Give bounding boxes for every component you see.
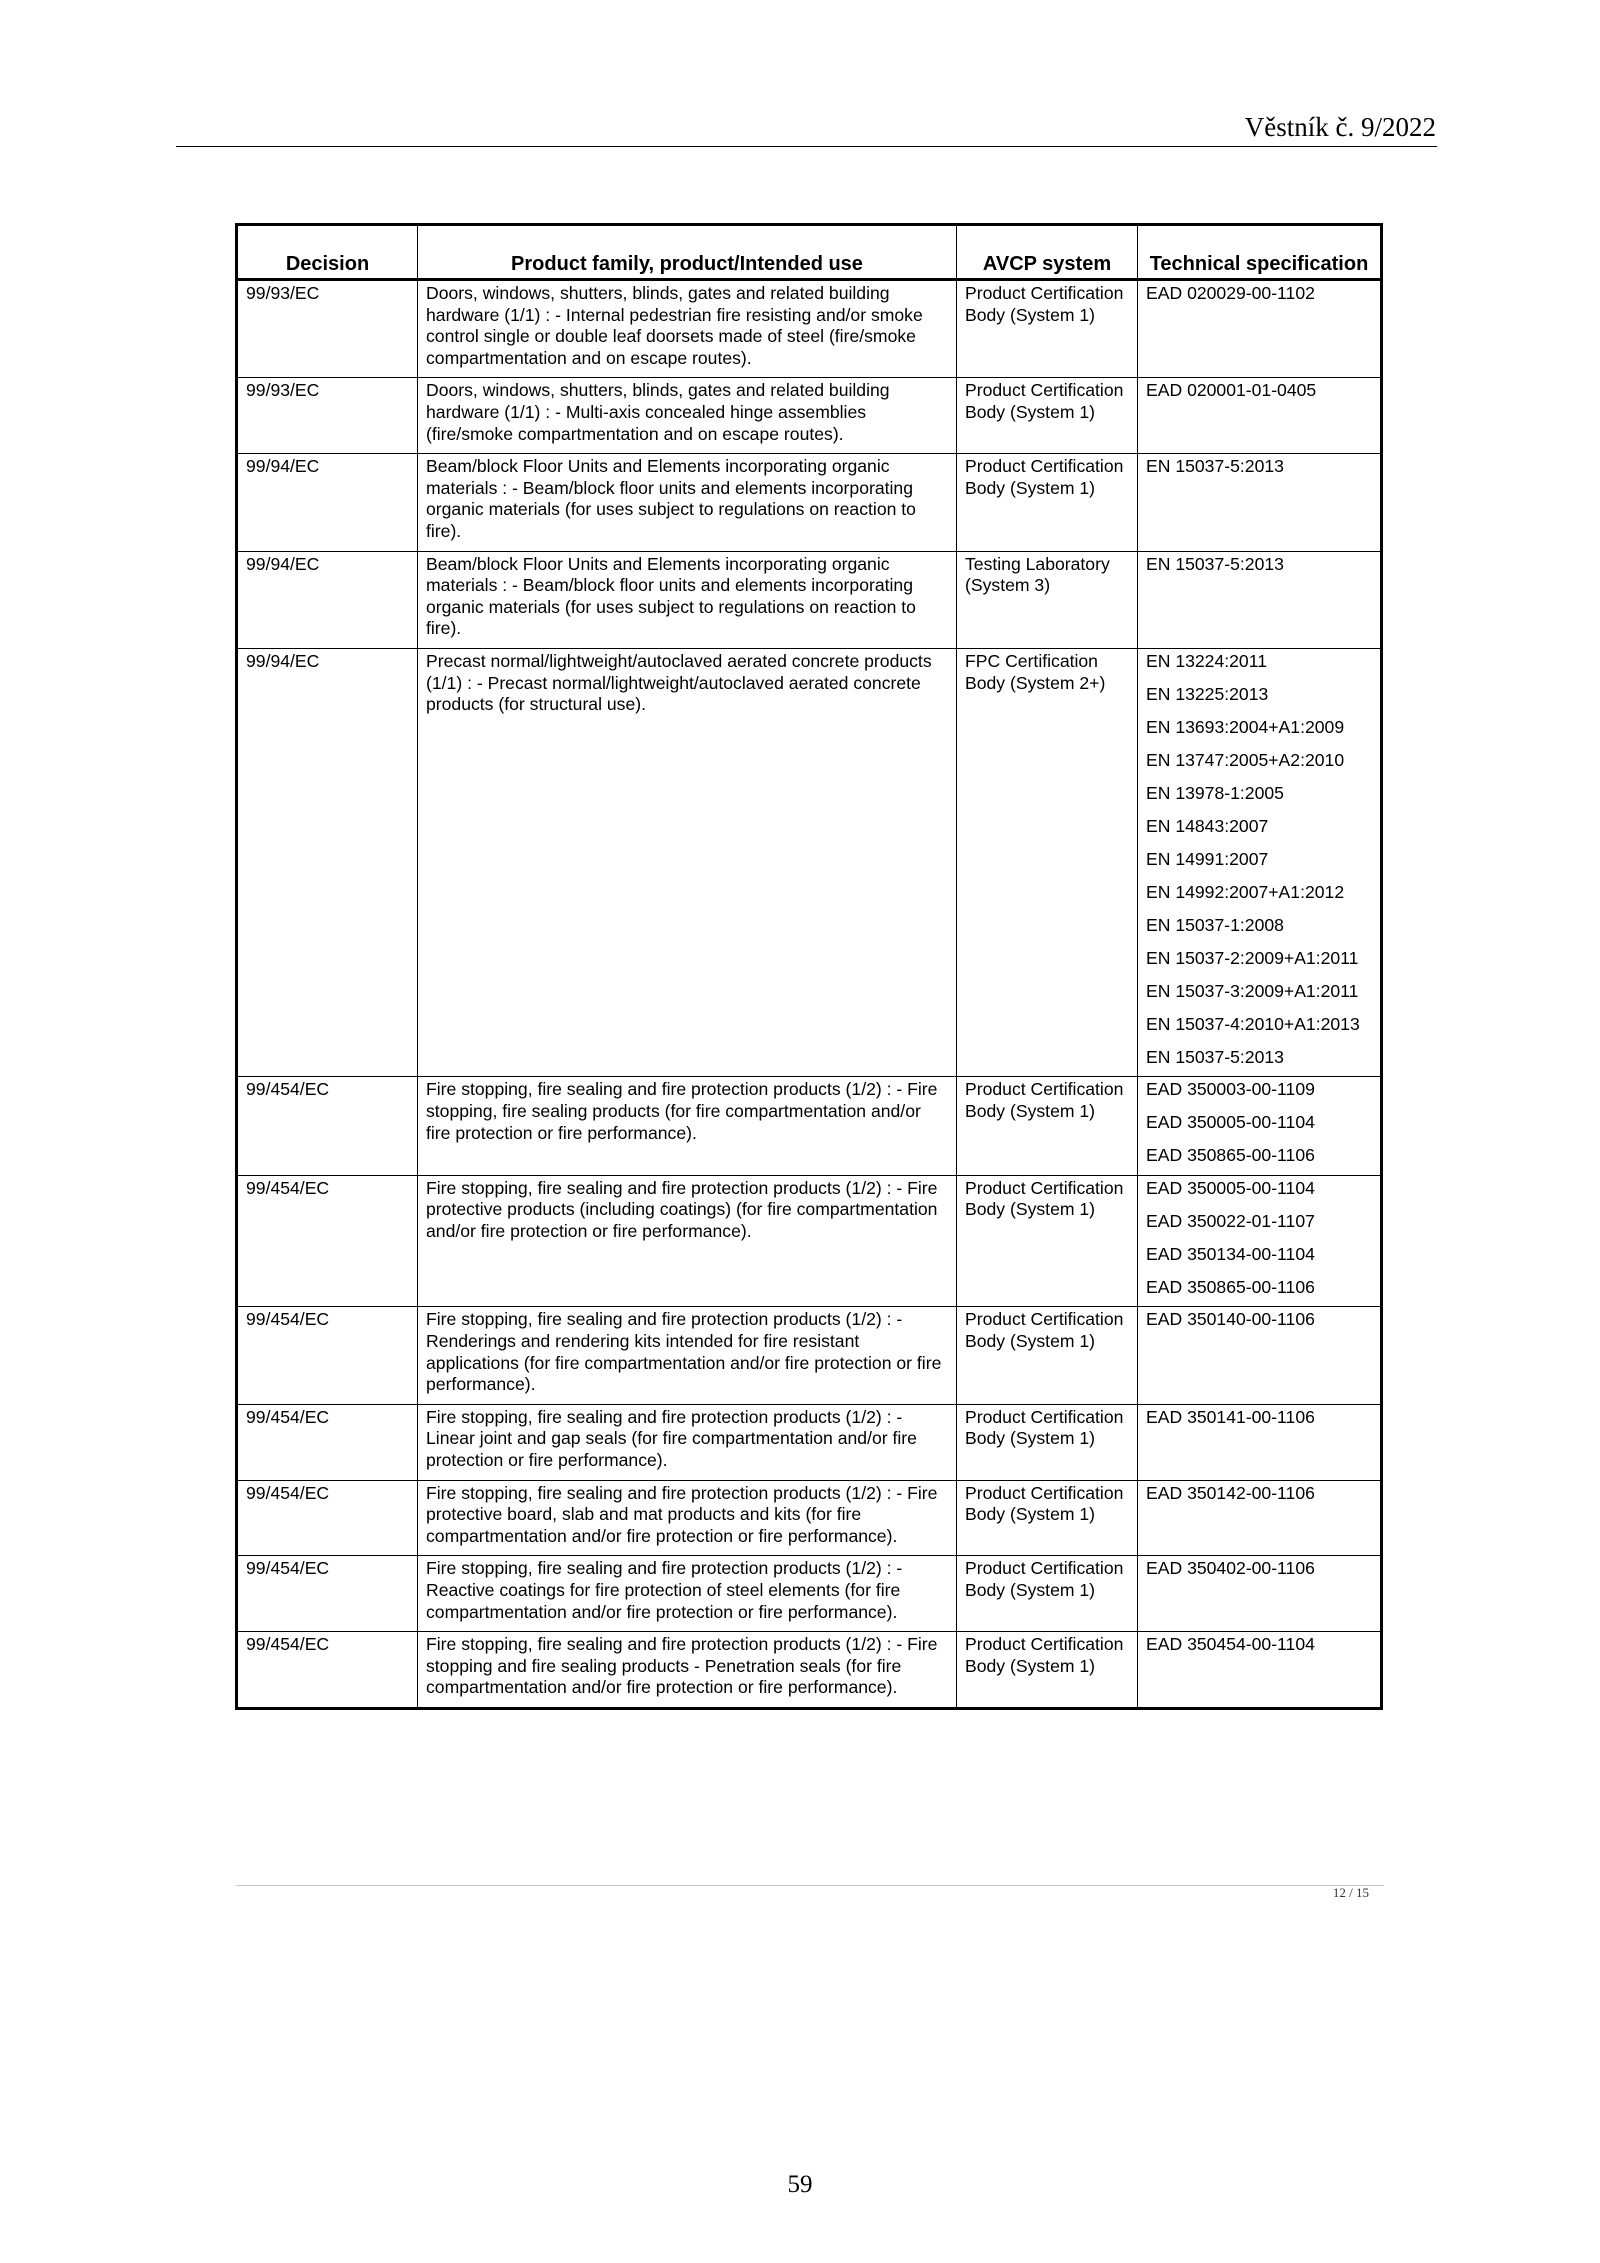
- specification-item: EN 15037-3:2009+A1:2011: [1146, 980, 1359, 1001]
- specification-item: EAD 350865-00-1106: [1146, 1145, 1315, 1166]
- product-family-cell: Fire stopping, fire sealing and fire protection products (1/2) : - Fire stopping, fire sealing products (for fire compartmentation and/or fire protection or fire performance).: [418, 1077, 957, 1176]
- table-row: [237, 280, 1382, 378]
- technical-specification-cell: [1138, 1556, 1382, 1632]
- specification-item: EN 13224:2011: [1146, 650, 1267, 671]
- product-family-cell: Doors, windows, shutters, blinds, gates and related building hardware (1/1) : - Multi-axis concealed hinge assemblies (fire/smoke compartmentation and on escape routes).: [418, 378, 957, 454]
- specification-item: EN 13225:2013: [1146, 683, 1269, 704]
- product-family-cell: Fire stopping, fire sealing and fire protection products (1/2) : - Fire protective products (including coatings) (for fire compartmentation and/or fire protection or fire performance).: [418, 1175, 957, 1307]
- specification-item: EAD 350402-00-1106: [1146, 1558, 1315, 1579]
- specification-item: EN 13747:2005+A2:2010: [1146, 749, 1345, 770]
- product-family-cell: Fire stopping, fire sealing and fire protection products (1/2) : - Renderings and rendering kits intended for fire resistant applications (for fire compartmentation and/or fire protection or fire performance).: [418, 1307, 957, 1404]
- technical-specification-cell: [1138, 1480, 1382, 1556]
- avcp-system-cell: Testing Laboratory (System 3): [957, 551, 1138, 648]
- page-number: 59: [787, 2171, 813, 2198]
- table-row: [237, 1632, 1382, 1709]
- decision-cell: 99/94/EC: [237, 454, 418, 551]
- table-row: [237, 1480, 1382, 1556]
- column-header-product-family: Product family, product/Intended use: [418, 225, 957, 280]
- decision-cell: 99/93/EC: [237, 378, 418, 454]
- technical-specification-cell: [1138, 551, 1382, 648]
- technical-specification-cell: [1138, 280, 1382, 378]
- avcp-system-cell: Product Certification Body (System 1): [957, 454, 1138, 551]
- table-row: [237, 551, 1382, 648]
- avcp-system-cell: Product Certification Body (System 1): [957, 1307, 1138, 1404]
- table-row: [237, 1404, 1382, 1480]
- column-header-avcp-system: AVCP system: [957, 225, 1138, 280]
- table-row: [237, 454, 1382, 551]
- avcp-system-cell: Product Certification Body (System 1): [957, 1632, 1138, 1709]
- decision-cell: 99/454/EC: [237, 1307, 418, 1404]
- specification-item: EN 13978-1:2005: [1146, 782, 1284, 803]
- specification-item: EAD 350003-00-1109: [1146, 1079, 1315, 1100]
- specification-item: EN 14992:2007+A1:2012: [1146, 881, 1345, 902]
- technical-specification-cell: [1138, 454, 1382, 551]
- specification-item: EN 15037-5:2013: [1146, 553, 1284, 574]
- product-family-cell: Fire stopping, fire sealing and fire protection products (1/2) : - Reactive coatings for fire protection of steel elements (for fire compartmentation and/or fire protection or fire performance).: [418, 1556, 957, 1632]
- footer-rule: [236, 1885, 1384, 1886]
- decision-cell: 99/94/EC: [237, 551, 418, 648]
- journal-title: Věstník č. 9/2022: [1244, 112, 1436, 142]
- specification-item: EAD 350022-01-1107: [1146, 1210, 1315, 1231]
- decision-cell: 99/94/EC: [237, 648, 418, 1076]
- specification-item: EN 15037-5:2013: [1146, 1046, 1284, 1067]
- product-family-cell: Fire stopping, fire sealing and fire protection products (1/2) : - Linear joint and gap seals (for fire compartmentation and/or fire protection or fire performance).: [418, 1404, 957, 1480]
- avcp-system-cell: Product Certification Body (System 1): [957, 1556, 1138, 1632]
- specification-item: EAD 020001-01-0405: [1146, 380, 1317, 401]
- decision-cell: 99/454/EC: [237, 1480, 418, 1556]
- technical-specification-cell: [1138, 1077, 1382, 1176]
- avcp-system-cell: Product Certification Body (System 1): [957, 1175, 1138, 1307]
- specification-item: EAD 350134-00-1104: [1146, 1243, 1315, 1264]
- product-family-cell: Precast normal/lightweight/autoclaved aerated concrete products (1/1) : - Precast normal/lightweight/autoclaved aerated concrete products (for structural use).: [418, 648, 957, 1076]
- table-row: [237, 1175, 1382, 1307]
- product-family-cell: Beam/block Floor Units and Elements incorporating organic materials : - Beam/block floor units and elements incorporating organic materials (for uses subject to regulations on reaction to fire).: [418, 551, 957, 648]
- table-row: [237, 378, 1382, 454]
- specification-item: EN 13693:2004+A1:2009: [1146, 716, 1345, 737]
- decision-cell: 99/454/EC: [237, 1556, 418, 1632]
- decision-cell: 99/454/EC: [237, 1077, 418, 1176]
- specification-item: EAD 020029-00-1102: [1146, 283, 1315, 303]
- page-indicator: 12 / 15: [1332, 1885, 1369, 1900]
- specification-item: EAD 350141-00-1106: [1146, 1406, 1315, 1427]
- table-row: [237, 1556, 1382, 1632]
- specification-item: EAD 350142-00-1106: [1146, 1482, 1315, 1503]
- avcp-system-cell: FPC Certification Body (System 2+): [957, 648, 1138, 1076]
- product-family-cell: Beam/block Floor Units and Elements incorporating organic materials : - Beam/block floor units and elements incorporating organic materials (for uses subject to regulations on reaction to fire).: [418, 454, 957, 551]
- decision-cell: 99/454/EC: [237, 1404, 418, 1480]
- specification-item: EAD 350005-00-1104: [1146, 1112, 1315, 1133]
- technical-specification-cell: [1138, 648, 1382, 1076]
- table-row: [237, 1077, 1382, 1176]
- technical-specification-cell: [1138, 1175, 1382, 1307]
- avcp-system-cell: Product Certification Body (System 1): [957, 1404, 1138, 1480]
- avcp-system-cell: Product Certification Body (System 1): [957, 378, 1138, 454]
- technical-specification-cell: [1138, 1307, 1382, 1404]
- decision-cell: 99/454/EC: [237, 1632, 418, 1709]
- technical-specification-cell: [1138, 1404, 1382, 1480]
- avcp-system-cell: Product Certification Body (System 1): [957, 1077, 1138, 1176]
- table-row: [237, 1307, 1382, 1404]
- column-header-technical-specification: Technical specification: [1138, 225, 1382, 280]
- specification-item: EAD 350454-00-1104: [1146, 1634, 1315, 1655]
- decision-cell: 99/93/EC: [237, 280, 418, 378]
- specification-item: EN 15037-4:2010+A1:2013: [1146, 1013, 1360, 1034]
- column-header-decision: Decision: [237, 225, 418, 280]
- table-header-row: [237, 225, 1382, 280]
- decision-cell: 99/454/EC: [237, 1175, 418, 1307]
- table-row: [237, 648, 1382, 1076]
- specification-item: EAD 350140-00-1106: [1146, 1309, 1315, 1330]
- header-rule: [176, 146, 1437, 147]
- product-family-cell: Fire stopping, fire sealing and fire protection products (1/2) : - Fire protective board, slab and mat products and kits (for fire compartmentation and/or fire protection or fire performance).: [418, 1480, 957, 1556]
- avcp-system-cell: Product Certification Body (System 1): [957, 280, 1138, 378]
- product-family-cell: Fire stopping, fire sealing and fire protection products (1/2) : - Fire stopping and fire sealing products - Penetration seals (for fire compartmentation and/or fire protection or fire performance).: [418, 1632, 957, 1709]
- specification-item: EN 15037-2:2009+A1:2011: [1146, 947, 1359, 968]
- specification-table: [235, 223, 1383, 1710]
- specification-item: EAD 350865-00-1106: [1146, 1276, 1315, 1297]
- specification-item: EN 14991:2007: [1146, 848, 1269, 869]
- technical-specification-cell: [1138, 378, 1382, 454]
- specification-item: EN 15037-1:2008: [1146, 914, 1284, 935]
- technical-specification-cell: [1138, 1632, 1382, 1709]
- avcp-system-cell: Product Certification Body (System 1): [957, 1480, 1138, 1556]
- table-body: [237, 280, 1382, 1709]
- product-family-cell: Doors, windows, shutters, blinds, gates and related building hardware (1/1) : - Internal pedestrian fire resisting and/or smoke control single or double leaf doorsets made of steel (fire/smoke compartmentation and on escape routes).: [418, 280, 957, 378]
- specification-item: EN 15037-5:2013: [1146, 456, 1284, 477]
- specification-item: EN 14843:2007: [1146, 815, 1269, 836]
- specification-item: EAD 350005-00-1104: [1146, 1177, 1315, 1198]
